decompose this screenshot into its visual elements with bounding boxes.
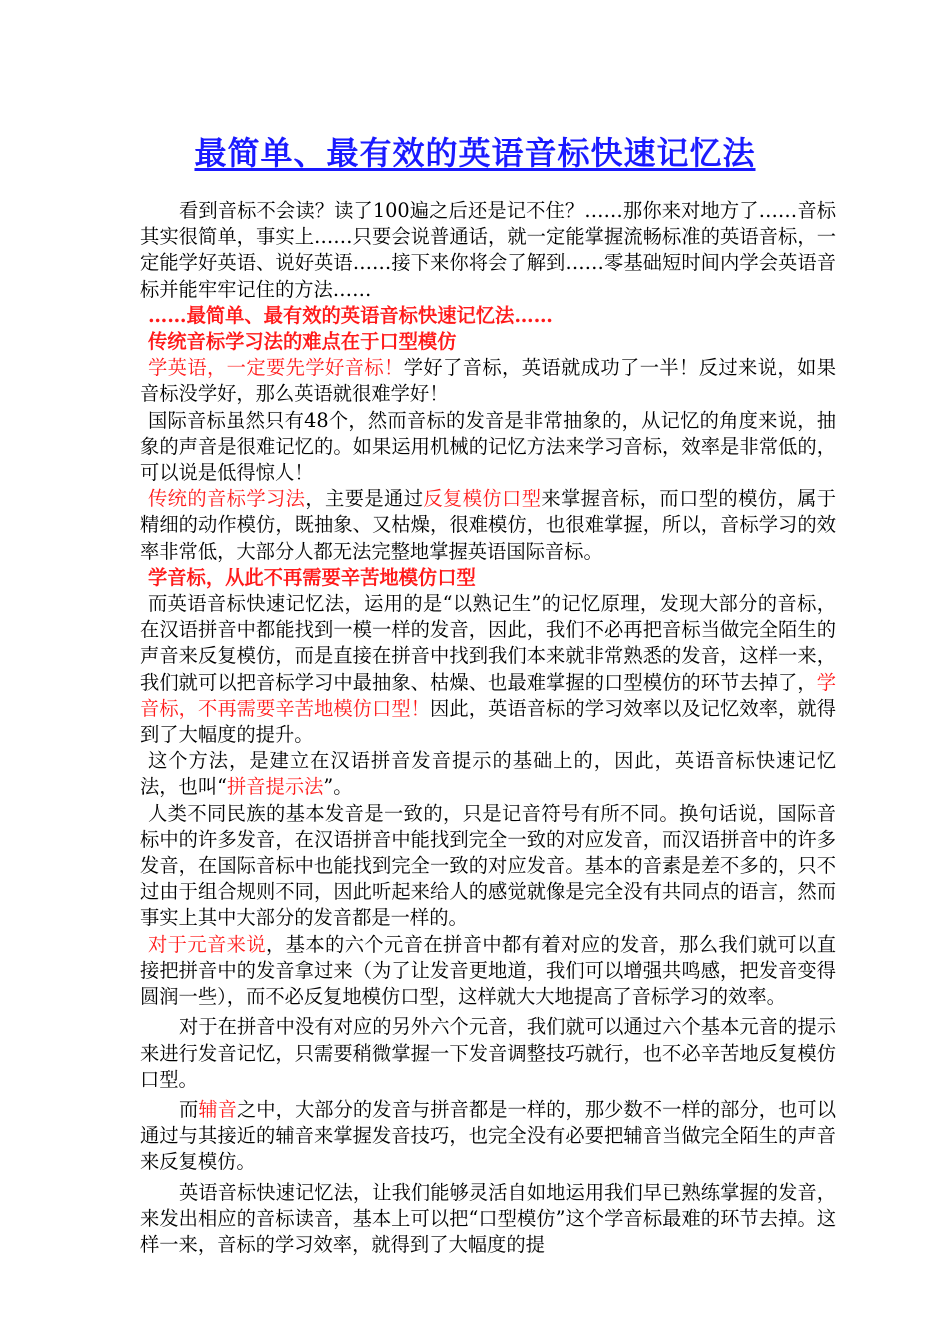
highlight-text: 反复模仿口型 <box>423 487 542 511</box>
paragraph-text: ”。 <box>323 775 353 799</box>
highlight-text: 拼音提示法 <box>226 775 324 799</box>
paragraph-2: 国际音标虽然只有48个，然而音标的发音是非常抽象的，从记忆的角度来说，抽象的声音是很难记忆的。如果运用机械的记忆方法来学习音标，效率是非常低的，可以说是低得惊人！ <box>140 408 836 485</box>
article-body <box>140 198 836 1258</box>
paragraph-7 <box>140 932 836 1011</box>
paragraph-6: 人类不同民族的基本发音是一致的，只是记音符号有所不同。换句话说，国际音标中的许多发音，在汉语拼音中能找到完全一致的对应发音，而汉语拼音中的许多发音，在国际音标中也能找到完全一致的对应发音。基本的音素是差不多的，只不过由于组合规则不同，因此听起来给人的感觉就像是完全没有共同点的语言，然而事实上其中大部分的发音都是一样的。 <box>140 801 836 930</box>
paragraph-text: 而 <box>179 1097 199 1121</box>
paragraph-text: ，基本的六个元音在拼音中都有着对应的发音，那么我们就可以直接把拼音中的发音拿过来（为了让发音更地道，我们可以增强共鸣感，把发音变得圆润一些），而不必反复地模仿口型，这样就大大地提高了音标学习的效率。 <box>140 932 837 1009</box>
paragraph-text: 来掌握音标，而口型的模仿，属于精细的动作模仿，既抽象、又枯燥，很难模仿，也很难掌握，所以，音标学习的效率非常低，大部分人都无法完整地掌握英语国际音标。 <box>140 487 837 563</box>
paragraph-5 <box>140 748 836 800</box>
highlight-text: 学英语，一定要先学好音标！ <box>148 356 404 380</box>
paragraph-9 <box>140 1097 836 1176</box>
section-heading-1: 传统音标学习法的难点在于口型模仿 <box>148 330 457 354</box>
paragraph-8: 对于在拼音中没有对应的另外六个元音，我们就可以通过六个基本元音的提示来进行发音记忆，只需要稍微掌握一下发音调整技巧就行，也不必辛苦地反复模仿口型。 <box>140 1015 836 1091</box>
highlight-text: 传统的音标学习法 <box>148 487 306 511</box>
intro-paragraph: 看到音标不会读？读了100遍之后还是记不住？……那你来对地方了……音标其实很简单，事实上……只要会说普通话，就一定能掌握流畅标准的英语音标，一定能学好英语、说好英语……接下来你将会了解到……零基础短时间内学会英语音标并能牢牢记住的方法…… <box>140 199 836 301</box>
paragraph-4 <box>140 591 836 748</box>
paragraph-text: 学好了音标，英语就成功了一半！反过来说，如果音标没学好，那么英语就很难学好！ <box>140 356 836 406</box>
highlight-text: 辅音 <box>198 1097 237 1121</box>
paragraph-text: 之中，大部分的发音与拼音都是一样的，那少数不一样的部分，也可以通过与其接近的辅音来掌握发音技巧，也完全没有必要把辅音当做完全陌生的声音来反复模仿。 <box>140 1097 837 1174</box>
highlight-text: 对于元音来说 <box>148 932 267 956</box>
highlight-text: 学音标，不再需要辛苦地模仿口型！ <box>140 670 836 720</box>
paragraph-3 <box>140 486 836 565</box>
subtitle-repeat: ……最简单、最有效的英语音标快速记忆法…… <box>148 303 553 327</box>
page-title: 最简单、最有效的英语音标快速记忆法 <box>194 134 756 172</box>
paragraph-1 <box>140 355 836 407</box>
paragraph-text: ，主要是通过 <box>305 487 424 511</box>
paragraph-text: 而英语音标快速记忆法，运用的是“以熟记生”的记忆原理，发现大部分的音标，在汉语拼音中都能找到一模一样的发音，因此，我们不必再把音标当做完全陌生的声音来反复模仿，而是直接在拼音中找到我们本来就非常熟悉的发音，这样一来，我们就可以把音标学习中最抽象、枯燥、也最难掌握的口型模仿的环节去掉了， <box>140 592 836 694</box>
paragraph-text: 因此，英语音标的学习效率以及记忆效率，就得到了大幅度的提升。 <box>140 696 837 747</box>
section-heading-2: 学音标，从此不再需要辛苦地模仿口型 <box>148 565 476 589</box>
paragraph-text: 这个方法，是建立在汉语拼音发音提示的基础上的，因此，英语音标快速记忆法，也叫“ <box>140 749 836 799</box>
paragraph-10: 英语音标快速记忆法，让我们能够灵活自如地运用我们早已熟练掌握的发音，来发出相应的音标读音，基本上可以把“口型模仿”这个学音标最难的环节去掉。这样一来，音标的学习效率，就得到了大幅度的提 <box>140 1180 836 1256</box>
